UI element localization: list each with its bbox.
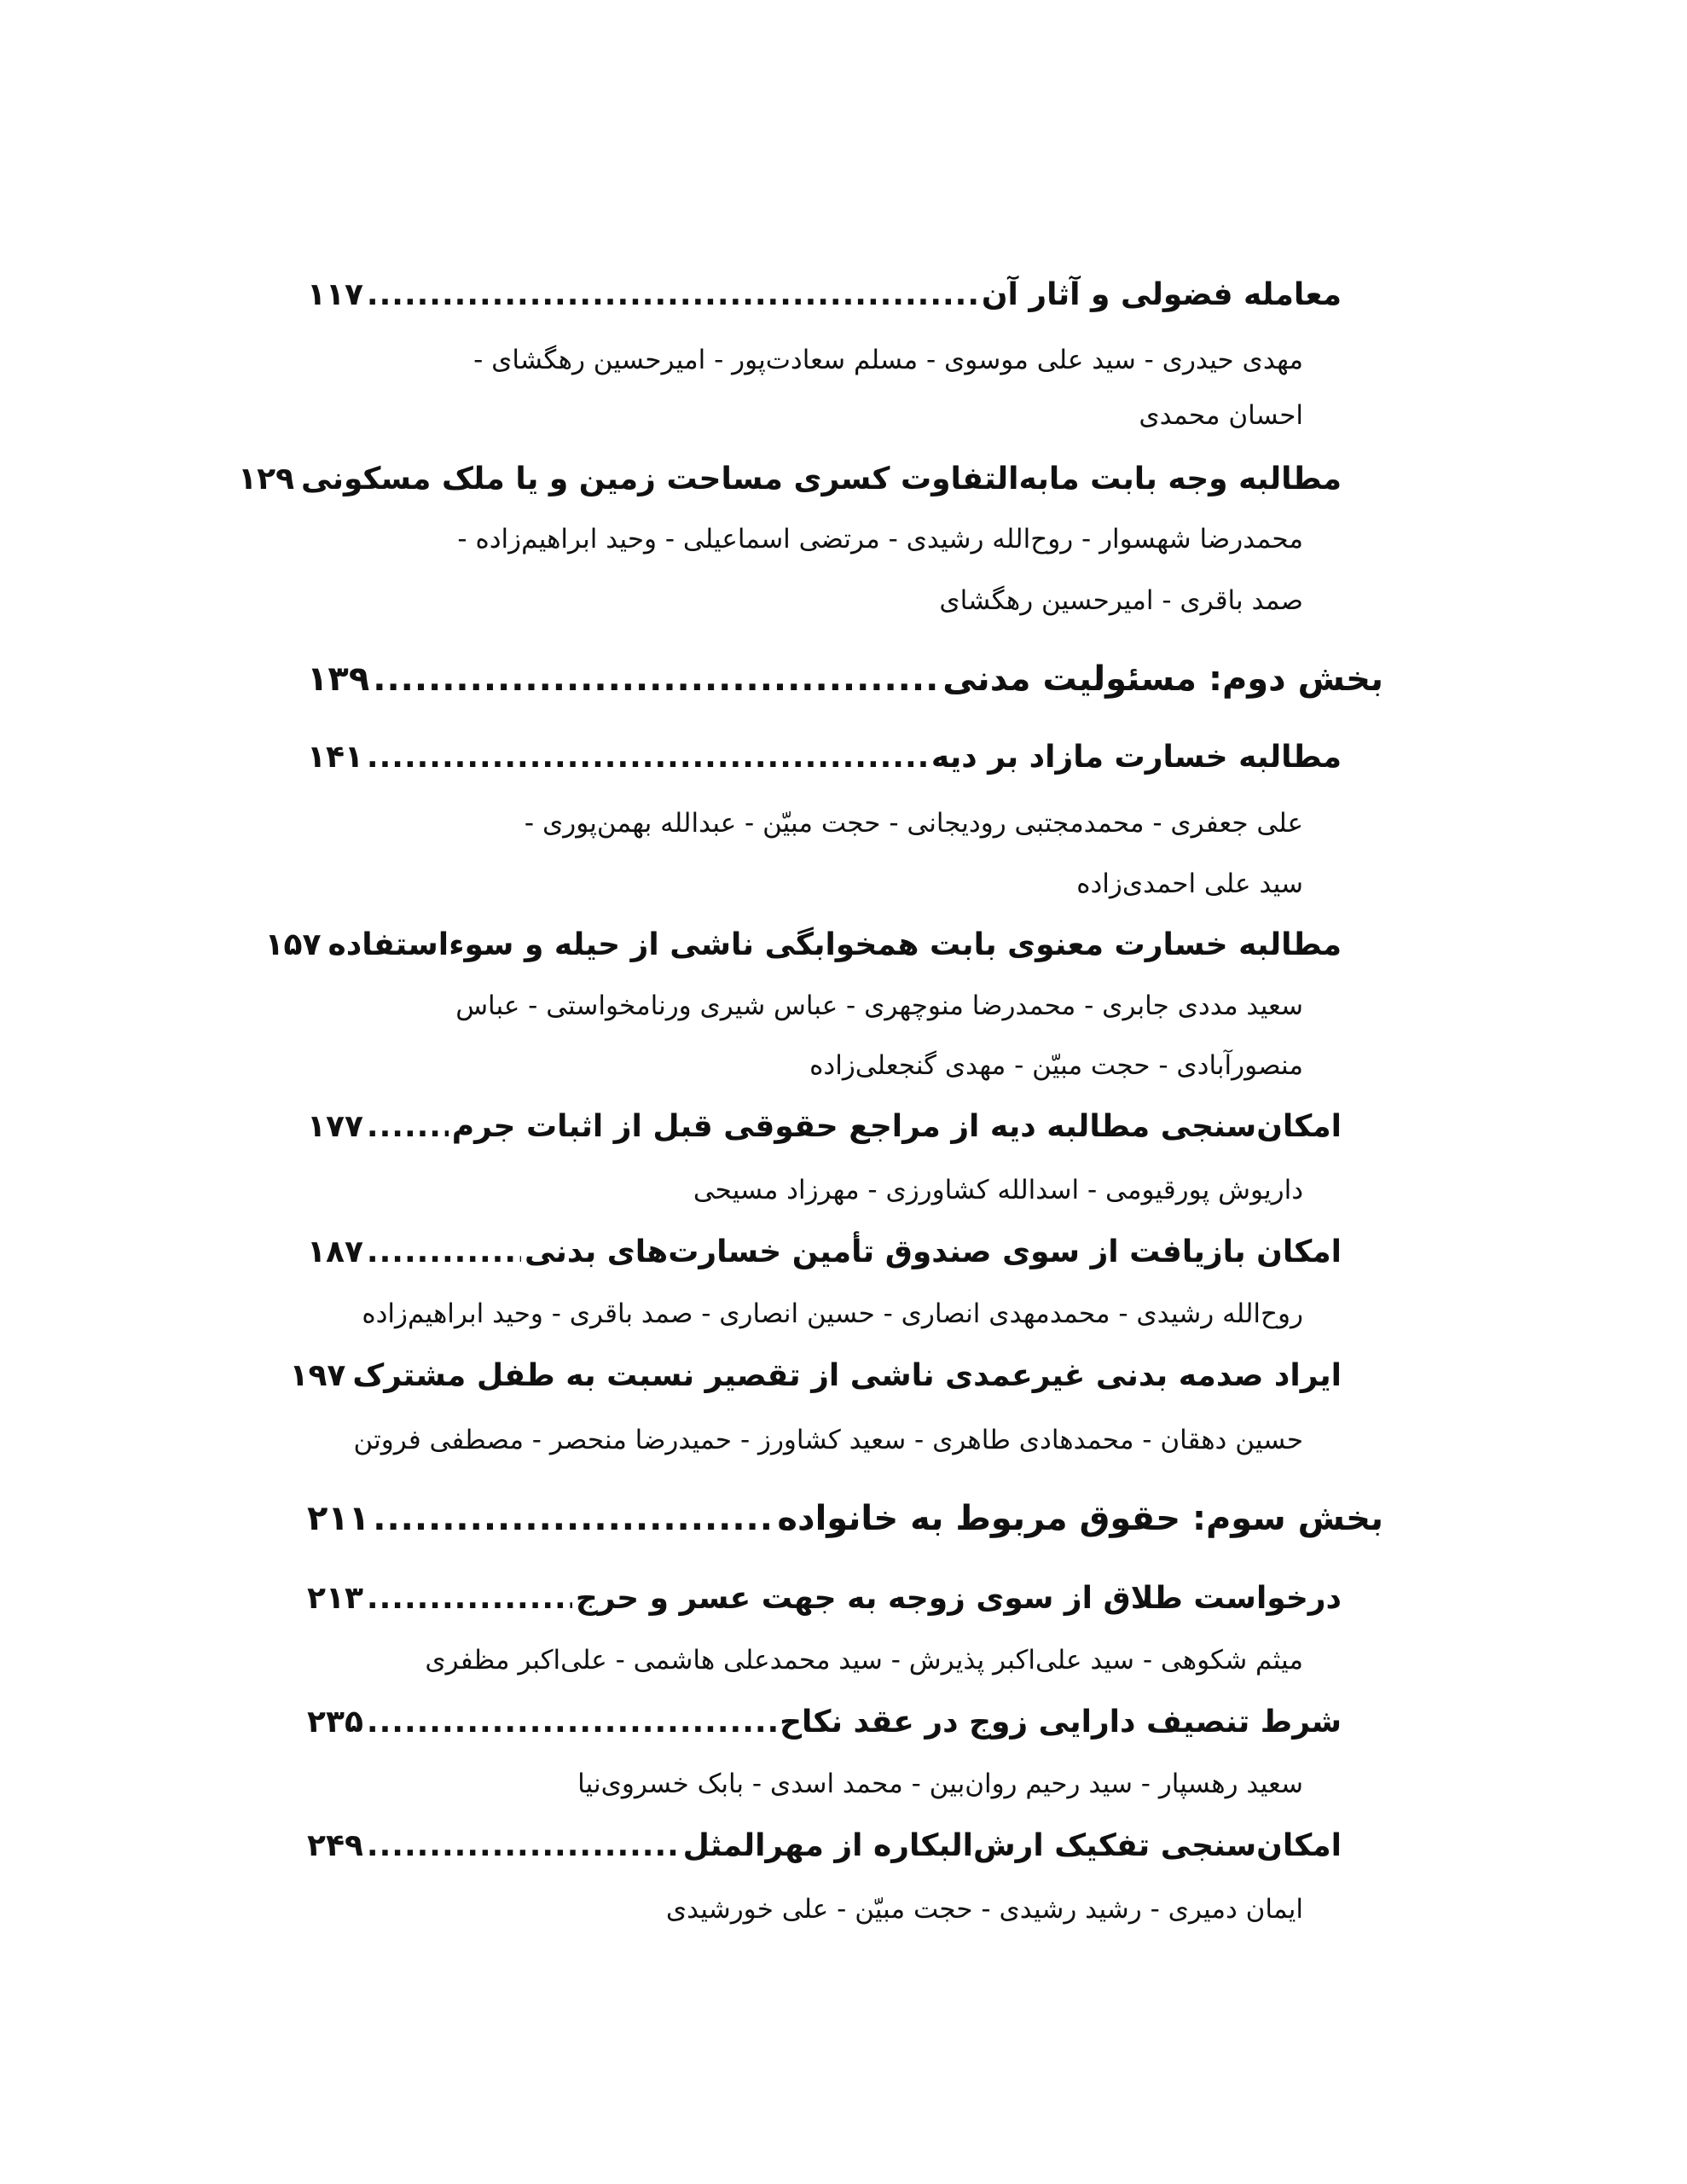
page-number: ۱۳۹	[307, 659, 370, 699]
toc-section-heading[interactable]	[307, 1492, 1383, 1545]
entry-title: مطالبه خسارت مازاد بر دیه	[930, 740, 1342, 775]
entry-title: درخواست طلاق از سوی زوجه به جهت عسر و حرج	[575, 1581, 1342, 1616]
entry-title: مطالبه وجه بابت مابه‌التفاوت کسری مساحت زمین و یا ملک مسکونی	[301, 462, 1342, 497]
entry-authors: سعید رهسپار - سید رحیم روان‌بین - محمد اسدی - بابک خسروی‌نیا	[577, 1769, 1303, 1799]
entry-authors: محمدرضا شهسوار - روح‌الله رشیدی - مرتضی اسماعیلی - وحید ابراهیم‌زاده -	[457, 524, 1303, 555]
page-number: ۱۷۷	[307, 1109, 363, 1144]
entry-title: ایراد صدمه بدنی غیرعمدی ناشی از تقصیر نسبت به طفل مشترک	[352, 1358, 1342, 1393]
section-title: بخش سوم: حقوق مربوط به خانواده	[777, 1499, 1383, 1538]
toc-section-heading[interactable]	[307, 653, 1383, 706]
dot-leader	[367, 1699, 776, 1746]
entry-authors: صمد باقری - امیرحسین رهگشای	[939, 585, 1303, 616]
dot-leader	[367, 734, 928, 781]
page-number: ۲۱۱	[307, 1499, 370, 1538]
page-number: ۲۱۳	[307, 1581, 363, 1616]
page-number: ۱۵۷	[264, 927, 322, 962]
entry-authors: حسین دهقان - محمدهادی طاهری - سعید کشاورز - حمیدرضا منحصر - مصطفی فروتن	[353, 1425, 1303, 1455]
entry-authors: میثم شکوهی - سید علی‌اکبر پذیرش - سید محمدعلی هاشمی - علی‌اکبر مظفری	[425, 1645, 1303, 1676]
entry-authors: داریوش پورقیومی - اسدالله کشاورزی - مهرزاد مسیحی	[693, 1175, 1303, 1205]
entry-authors: منصورآبادی - حجت مبیّن - مهدی گنجعلی‌زاده	[809, 1050, 1303, 1081]
entry-title: مطالبه خسارت معنوی بابت همخوابگی ناشی از حیله و سوءاستفاده	[328, 927, 1342, 962]
dot-leader	[367, 1822, 680, 1870]
page-number: ۱۲۹	[238, 462, 295, 497]
entry-authors: سید علی احمدی‌زاده	[1076, 868, 1303, 899]
toc-entry-title[interactable]	[307, 1575, 1342, 1623]
entry-authors: علی جعفری - محمدمجتبی رودیجانی - حجت مبیّن - عبدالله بهمن‌پوری -	[524, 808, 1303, 839]
toc-entry-title[interactable]	[307, 1103, 1342, 1151]
dot-leader	[367, 271, 978, 319]
toc-entry-title[interactable]	[264, 921, 1342, 969]
dot-leader	[367, 1228, 521, 1276]
toc-entry-title[interactable]	[238, 456, 1342, 503]
toc-entry-title[interactable]	[307, 1699, 1342, 1746]
toc-entry-title[interactable]	[289, 1352, 1342, 1400]
toc-entry-title[interactable]	[307, 1228, 1342, 1276]
dot-leader	[367, 1575, 572, 1623]
page-number: ۱۱۷	[307, 277, 363, 312]
entry-authors: سعید مددی جابری - محمدرضا منوچهری - عباس شیری ورنامخواستی - عباس	[455, 990, 1303, 1021]
entry-title: امکان‌سنجی مطالبه دیه از مراجع حقوقی قبل از اثبات جرم	[451, 1109, 1342, 1144]
page-number: ۲۴۹	[307, 1828, 363, 1863]
dot-leader	[367, 1103, 449, 1151]
dot-leader	[373, 653, 939, 706]
entry-title: شرط تنصیف دارایی زوج در عقد نکاح	[780, 1705, 1342, 1740]
toc-entry-title[interactable]	[307, 1822, 1342, 1870]
page-number: ۱۸۷	[307, 1234, 363, 1269]
entry-title: امکان‌سنجی تفکیک ارش‌البکاره از مهرالمثل	[682, 1828, 1342, 1863]
page-number: ۱۹۷	[289, 1358, 346, 1393]
entry-authors: احسان محمدی	[1139, 400, 1303, 431]
entry-authors: مهدی حیدری - سید علی موسوی - مسلم سعادت‌پور - امیرحسین رهگشای -	[473, 345, 1303, 375]
page-number: ۲۳۵	[307, 1705, 363, 1740]
entry-authors: روح‌الله رشیدی - محمدمهدی انصاری - حسین انصاری - صمد باقری - وحید ابراهیم‌زاده	[362, 1298, 1303, 1329]
toc-entry-title[interactable]	[307, 271, 1342, 319]
entry-authors: ایمان دمیری - رشید رشیدی - حجت مبیّن - علی خورشیدی	[665, 1894, 1303, 1925]
page-number: ۱۴۱	[307, 740, 363, 775]
entry-title: معامله فضولی و آثار آن	[981, 277, 1342, 312]
toc-entry-title[interactable]	[307, 734, 1342, 781]
entry-title: امکان بازیافت از سوی صندوق تأمین خسارت‌های بدنی	[524, 1234, 1342, 1269]
dot-leader	[373, 1492, 774, 1545]
section-title: بخش دوم: مسئولیت مدنی	[942, 659, 1383, 699]
